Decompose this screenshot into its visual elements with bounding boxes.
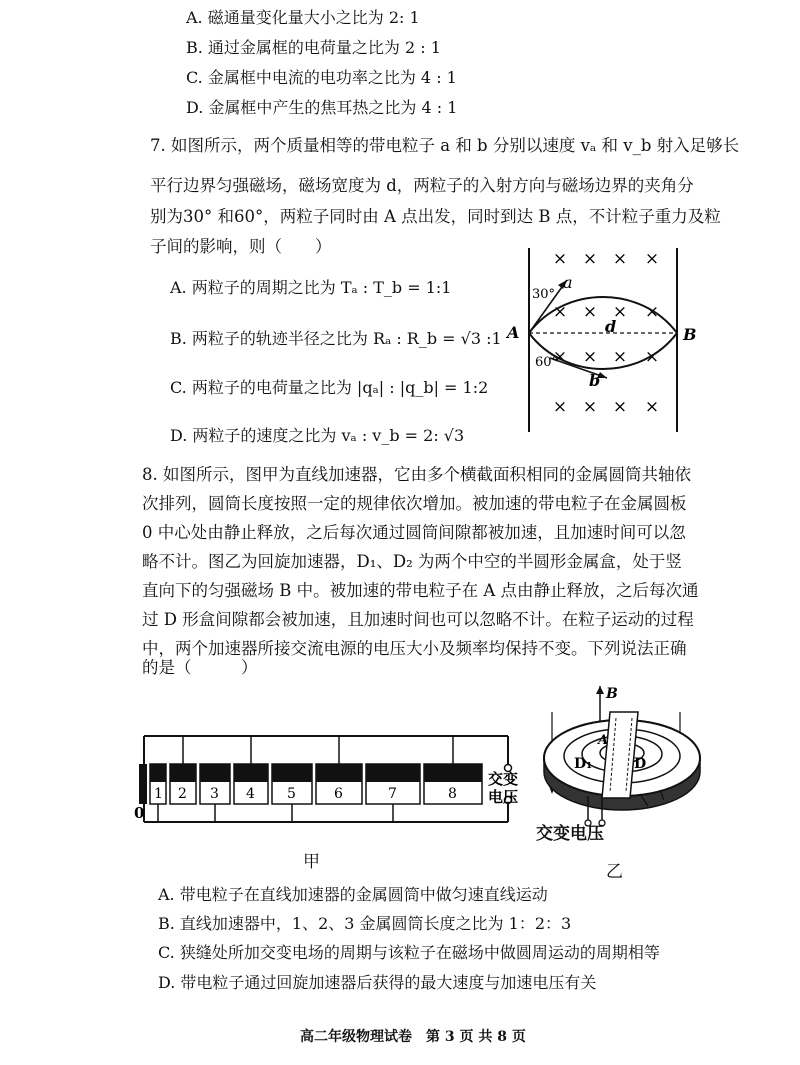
svg-text:×: × <box>582 249 598 269</box>
q7-line-3: 别为30° 和60°，两粒子同时由 A 点出发，同时到达 B 点，不计粒子重力及粒 <box>150 207 721 226</box>
svg-text:×: × <box>582 347 598 367</box>
svg-text:×: × <box>582 397 598 417</box>
q8-line-6: 过 D 形盒间隙都会被加速，且加速时间也可以忽略不计。在粒子运动的过程 <box>142 610 694 629</box>
d2-label: D <box>634 756 647 772</box>
q7-line-2: 平行边界匀强磁场，磁场宽度为 d，两粒子的入射方向与磁场边界的夹角分 <box>150 176 694 195</box>
q7-option-a: A. 两粒子的周期之比为 Tₐ : T_b = 1:1 <box>170 278 452 297</box>
svg-text:×: × <box>552 397 568 417</box>
q8-line-3: 0 中心处由静止释放，之后每次通过圆筒间隙都被加速，且加速时间可以忽 <box>142 523 686 542</box>
svg-text:×: × <box>612 347 628 367</box>
page-footer: 高二年级物理试卷 第 3 页 共 8 页 <box>300 1029 526 1045</box>
svg-text:7: 7 <box>388 786 397 802</box>
linear-accelerator-figure <box>130 700 530 830</box>
d1-label: D₁ <box>574 756 593 772</box>
svg-text:3: 3 <box>210 786 219 802</box>
svg-text:×: × <box>552 249 568 269</box>
svg-text:1: 1 <box>154 786 163 802</box>
svg-text:8: 8 <box>448 786 457 802</box>
svg-text:×: × <box>552 302 568 322</box>
q8-option-c: C. 狭缝处所加交变电场的周期与该粒子在磁场中做圆周运动的周期相等 <box>158 943 660 962</box>
particle-a-label: a <box>563 273 573 292</box>
q7-line-1: 7. 如图所示，两个质量相等的带电粒子 a 和 b 分别以速度 vₐ 和 v_b 射入足够长 <box>150 136 740 155</box>
angle-60-label: 60° <box>535 355 559 370</box>
plate-0 <box>139 764 147 804</box>
svg-text:×: × <box>582 302 598 322</box>
prev-option-c: C. 金属框中电流的电功率之比为 4 : 1 <box>186 68 457 87</box>
svg-text:4: 4 <box>246 786 255 802</box>
caption-yi: 乙 <box>606 862 623 882</box>
q8-line-8: 的是（ ） <box>142 658 258 677</box>
point-a-label: A <box>507 323 520 342</box>
cyclotron-voltage-label: 交变电压 <box>536 824 604 844</box>
q7-option-b: B. 两粒子的轨迹半径之比为 Rₐ : R_b = √3 :1 <box>170 329 502 348</box>
q7-option-d: D. 两粒子的速度之比为 vₐ : v_b = 2: √3 <box>170 426 465 445</box>
prev-option-d: D. 金属框中产生的焦耳热之比为 4 : 1 <box>186 98 458 117</box>
svg-text:×: × <box>644 347 660 367</box>
svg-text:×: × <box>612 302 628 322</box>
b-field-label: B <box>606 686 618 702</box>
q7-line-4: 子间的影响，则（ ） <box>150 237 332 256</box>
q8-option-d: D. 带电粒子通过回旋加速器后获得的最大速度与加速电压有关 <box>158 973 597 992</box>
prev-option-b: B. 通过金属框的电荷量之比为 2 : 1 <box>186 38 441 57</box>
point-a-cyclotron: A <box>598 733 609 748</box>
svg-text:6: 6 <box>334 786 343 802</box>
q8-line-7: 中，两个加速器所接交流电源的电压大小及频率均保持不变。下列说法正确 <box>142 639 687 658</box>
q7-option-c: C. 两粒子的电荷量之比为 |qₐ| : |q_b| = 1:2 <box>170 378 489 397</box>
plate-0-label: 0 <box>134 804 145 822</box>
svg-text:5: 5 <box>287 786 296 802</box>
point-b-label: B <box>683 325 697 344</box>
particle-b-label: b <box>589 371 601 390</box>
q8-line-4: 略不计。图乙为回旋加速器，D₁、D₂ 为两个中空的半圆形金属盒，处于竖 <box>142 552 682 571</box>
svg-text:×: × <box>644 397 660 417</box>
svg-text:×: × <box>612 397 628 417</box>
svg-text:×: × <box>612 249 628 269</box>
q8-line-1: 8. 如图所示，图甲为直线加速器，它由多个横截面积相同的金属圆筒共轴依 <box>142 465 691 484</box>
svg-text:2: 2 <box>178 786 187 802</box>
q7-magnetic-field-figure <box>505 240 715 440</box>
angle-30-label: 30° <box>532 287 556 302</box>
q8-option-b: B. 直线加速器中，1、2、3 金属圆筒长度之比为 1：2：3 <box>158 914 572 933</box>
linac-voltage-label-2: 电压 <box>488 788 519 806</box>
linac-voltage-label-1: 交变 <box>488 770 519 788</box>
prev-option-a: A. 磁通量变化量大小之比为 2: 1 <box>186 8 420 27</box>
svg-text:×: × <box>644 249 660 269</box>
caption-jia: 甲 <box>303 852 320 872</box>
q8-option-a: A. 带电粒子在直线加速器的金属圆筒中做匀速直线运动 <box>158 885 548 904</box>
q8-line-2: 次排列，圆筒长度按照一定的规律依次增加。被加速的带电粒子在金属圆板 <box>142 494 687 513</box>
svg-text:×: × <box>552 347 568 367</box>
width-d-label: d <box>605 317 617 336</box>
q8-line-5: 直向下的匀强磁场 B 中。被加速的带电粒子在 A 点由静止释放，之后每次通 <box>142 581 699 600</box>
svg-text:×: × <box>644 302 660 322</box>
